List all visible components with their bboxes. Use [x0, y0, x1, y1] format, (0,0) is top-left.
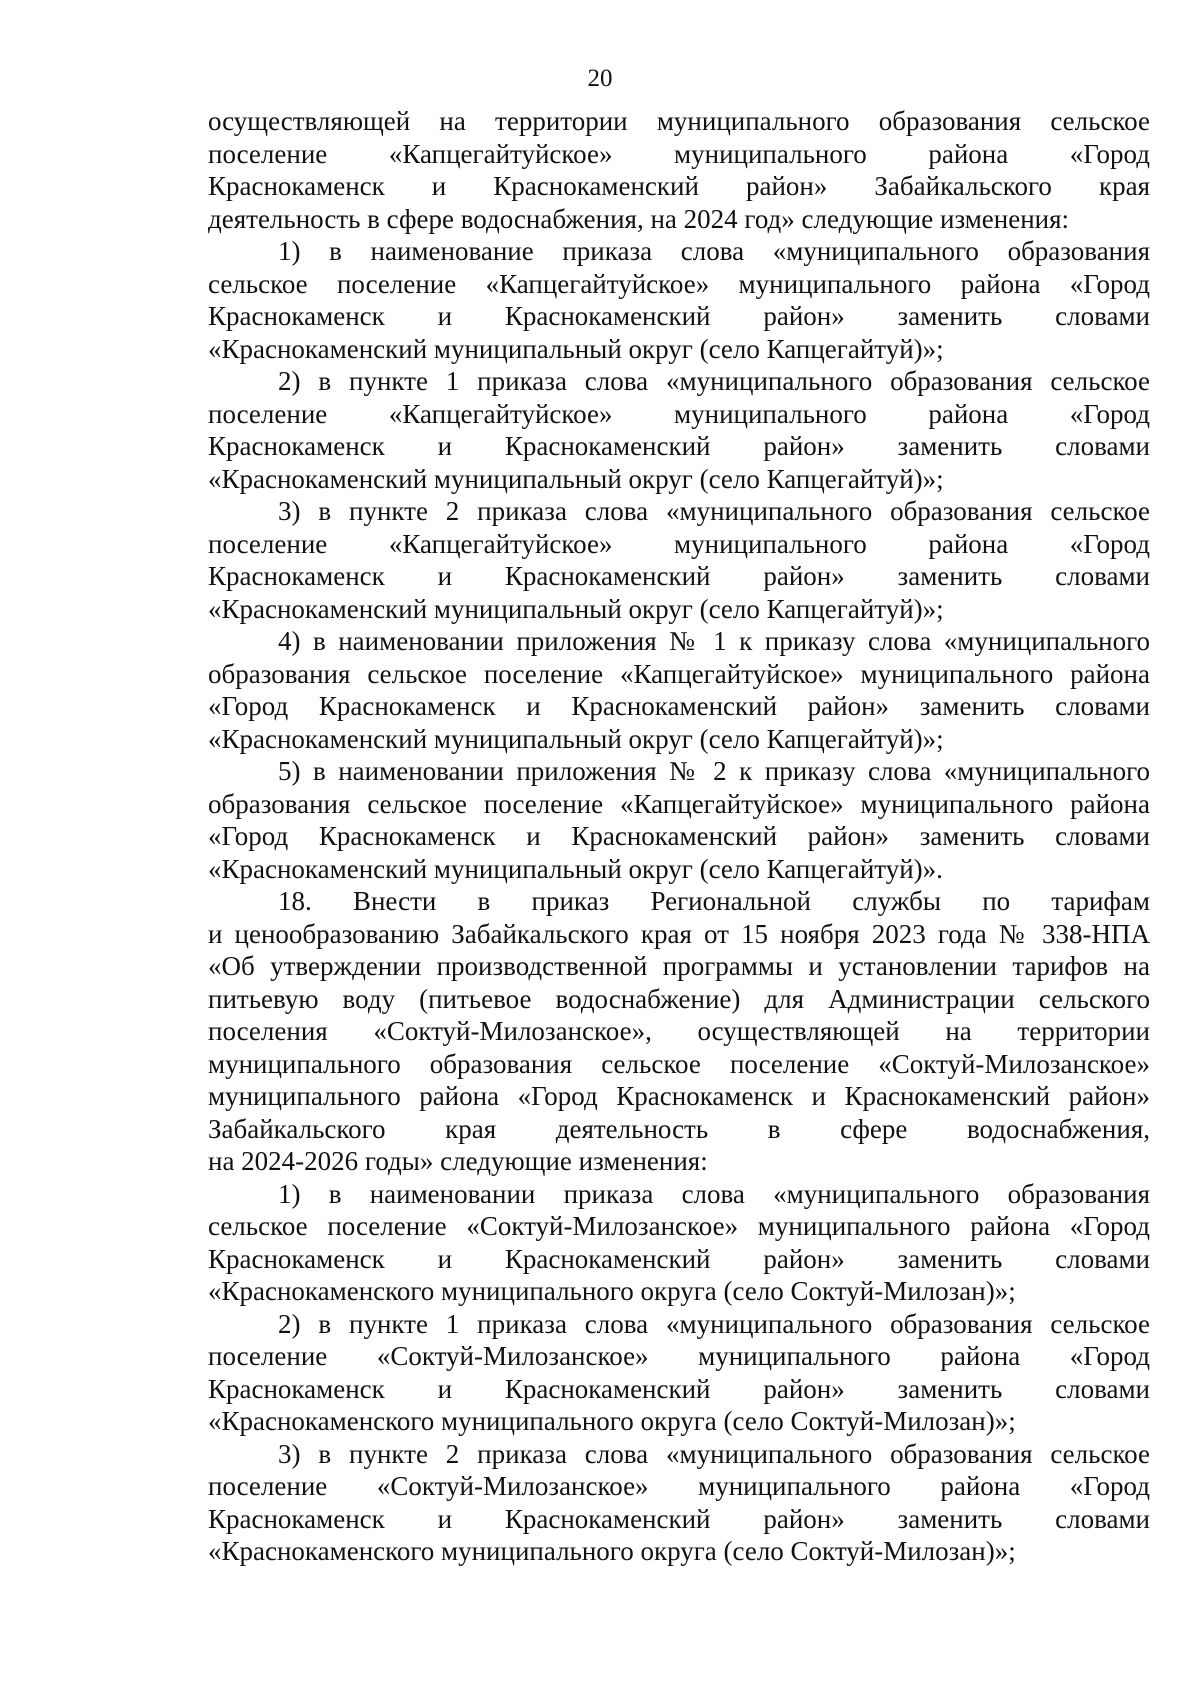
- text-line: «Краснокаменский муниципальный округ (село Капцегайтуй)»;: [208, 333, 944, 364]
- text-line: 2) в пункте 1 приказа слова «муниципального образования сельское: [278, 366, 1150, 396]
- text-line: «Краснокаменский муниципальный округ (село Капцегайтуй)»;: [208, 593, 944, 624]
- text-line: 4) в наименовании приложения № 1 к приказу слова «муниципального: [278, 626, 1150, 656]
- text-line: на 2024-2026 годы» следующие изменения:: [208, 1146, 708, 1176]
- text-line: «Краснокаменский муниципальный округ (село Капцегайтуй)»;: [208, 723, 944, 754]
- text-line: питьевую воду (питьевое водоснабжение) для Администрации сельского: [208, 983, 1150, 1014]
- text-line: 3) в пункте 2 приказа слова «муниципального образования сельское: [278, 496, 1150, 526]
- text-line: образования сельское поселение «Капцегайтуйское» муниципального района: [208, 658, 1150, 689]
- text-line: Краснокаменск и Краснокаменский район» Забайкальского края: [208, 171, 1150, 201]
- text-line: Краснокаменск и Краснокаменский район» заменить словами: [208, 561, 1150, 591]
- text-line: поселения «Соктуй-Милозанское», осуществляющей на территории: [208, 1016, 1150, 1046]
- page-number: 20: [587, 65, 613, 92]
- text-line: и ценообразованию Забайкальского края от 15 ноября 2023 года № 338-НПА: [208, 918, 1150, 949]
- text-line: поселение «Соктуй-Милозанское» муниципального района «Город: [208, 1341, 1150, 1371]
- document-body: [208, 105, 1150, 1568]
- text-line: «Краснокаменский муниципальный округ (село Капцегайтуй)»;: [208, 463, 944, 494]
- text-line: образования сельское поселение «Капцегайтуйское» муниципального района: [208, 788, 1150, 819]
- text-line: поселение «Капцегайтуйское» муниципального района «Город: [208, 398, 1150, 429]
- text-line: «Город Краснокаменск и Краснокаменский район» заменить словами: [208, 691, 1150, 721]
- text-line: Краснокаменск и Краснокаменский район» заменить словами: [208, 1243, 1150, 1274]
- text-line: Краснокаменск и Краснокаменский район» заменить словами: [208, 301, 1150, 331]
- text-line: «Краснокаменский муниципальный округ (село Капцегайтуй)».: [208, 853, 943, 884]
- text-line: 1) в наименование приказа слова «муниципального образования: [278, 236, 1150, 266]
- text-line: 18. Внести в приказ Региональной службы по тарифам: [278, 886, 1150, 916]
- text-line: «Краснокаменского муниципального округа (село Соктуй-Милозан)»;: [208, 1536, 1016, 1566]
- text-line: осуществляющей на территории муниципального образования сельское: [208, 106, 1150, 136]
- text-line: поселение «Капцегайтуйское» муниципального района «Город: [208, 138, 1150, 169]
- text-line: Забайкальского края деятельность в сфере водоснабжения,: [208, 1113, 1150, 1144]
- text-line: Краснокаменск и Краснокаменский район» заменить словами: [208, 1503, 1150, 1534]
- text-line: Краснокаменск и Краснокаменский район» заменить словами: [208, 1373, 1150, 1404]
- text-line: 3) в пункте 2 приказа слова «муниципального образования сельское: [278, 1438, 1150, 1469]
- text-line: муниципального района «Город Краснокаменск и Краснокаменский район»: [208, 1081, 1150, 1111]
- text-line: сельское поселение «Капцегайтуйское» муниципального района «Город: [208, 268, 1150, 299]
- text-line: Краснокаменск и Краснокаменский район» заменить словами: [208, 431, 1150, 461]
- text-line: 1) в наименовании приказа слова «муниципального образования: [278, 1178, 1150, 1209]
- text-line: «Краснокаменского муниципального округа (село Соктуй-Милозан)»;: [208, 1276, 1016, 1306]
- text-line: «Об утверждении производственной программы и установлении тарифов на: [208, 951, 1150, 981]
- text-line: сельское поселение «Соктуй-Милозанское» муниципального района «Город: [208, 1211, 1150, 1241]
- text-line: поселение «Капцегайтуйское» муниципального района «Город: [208, 528, 1150, 559]
- text-line: «Город Краснокаменск и Краснокаменский район» заменить словами: [208, 821, 1150, 851]
- text-line: муниципального образования сельское поселение «Соктуй-Милозанское»: [208, 1048, 1150, 1079]
- text-line: 2) в пункте 1 приказа слова «муниципального образования сельское: [278, 1308, 1150, 1339]
- text-line: поселение «Соктуй-Милозанское» муниципального района «Город: [208, 1471, 1150, 1501]
- text-line: деятельность в сфере водоснабжения, на 2024 год» следующие изменения:: [208, 203, 1070, 234]
- text-line: 5) в наименовании приложения № 2 к приказу слова «муниципального: [278, 756, 1150, 786]
- text-line: «Краснокаменского муниципального округа (село Соктуй-Милозан)»;: [208, 1406, 1016, 1436]
